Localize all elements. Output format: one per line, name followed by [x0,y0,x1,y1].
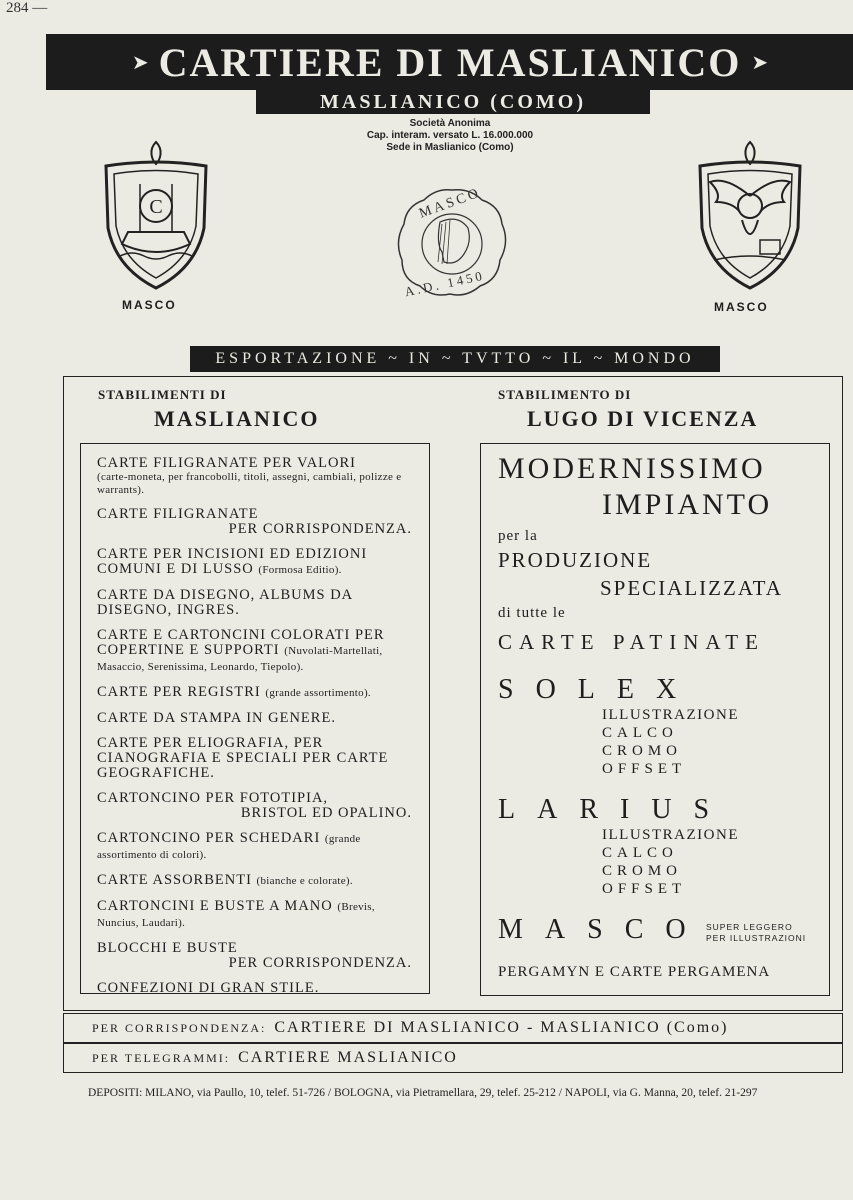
list-item [97,507,412,537]
masco-brand: MASCO [498,914,708,945]
product-name: CARTE PER INCISIONI ED EDIZIONI COMUNI E DI LUSSO [97,546,368,577]
company-location: MASLIANICO (COMO) [256,90,650,114]
masco-note-line: SUPER LEGGERO [706,922,793,932]
list-item [97,685,412,701]
ornament-right-icon: ➤ [751,51,769,74]
product-name: CARTE PER REGISTRI [97,684,261,700]
info-line: Società Anonima [409,118,491,129]
info-line: Cap. interam. versato L. 16.000.000 [366,130,534,141]
correspondence-value: CARTIERE DI MASLIANICO - MASLIANICO (Como) [274,1019,729,1036]
product-name: CARTONCINO PER FOTOTIPIA, [97,790,329,806]
product-note: (grande assortimento). [265,687,371,699]
correspondence-label: PER CORRISPONDENZA: [92,1020,267,1035]
product-name-cont: BRISTOL ED OPALINO. [240,805,412,821]
right-heading-small: STABILIMENTO DI [498,387,632,402]
product-name: CARTONCINI E BUSTE A MANO [97,898,333,914]
list-item [97,941,412,971]
eagle-shield-logo-icon [686,136,814,296]
modernissimo-text: MODERNISSIMO [498,452,766,485]
larius-brand: LARIUS [498,794,732,825]
product-note: (Brevis, Nuncius, Laudari). [97,901,375,929]
produzione-text: PRODUZIONE [498,548,653,572]
list-item [97,547,412,578]
telegram-line [63,1043,843,1073]
feature-item: ILLUSTRAZIONE [602,707,739,723]
impianto-text: IMPIANTO [602,488,773,521]
product-note: (bianche e colorate). [256,875,353,887]
info-line: Sede in Maslianico (Como) [386,142,514,153]
pergamyn-text: PERGAMYN E CARTE PERGAMENA [498,964,771,980]
carte-patinate-text: CARTE PATINATE [498,630,765,654]
company-name: CARTIERE DI MASLIANICO [158,39,742,85]
product-name: CARTE DA STAMPA IN GENERE. [97,710,336,726]
left-logo-caption: MASCO [122,298,177,312]
left-heading-big: MASLIANICO [154,406,320,431]
product-note: (carte-moneta, per francobolli, titoli, assegni, cambiali, polizze e warrants). [97,471,402,496]
list-item [97,791,412,821]
product-name: CARTE FILIGRANATE [97,506,259,522]
solex-brand: SOLEX [498,674,699,705]
telegram-label: PER TELEGRAMMI: [92,1050,231,1065]
product-name: CARTONCINO PER SCHEDARI [97,830,321,846]
product-name: CONFEZIONI DI GRAN STILE. [97,980,320,996]
export-banner: ESPORTAZIONE ~ IN ~ TVTTO ~ IL ~ MONDO [190,346,720,372]
product-note: (Formosa Editio). [258,564,342,576]
telegram-value: CARTIERE MASLIANICO [238,1049,458,1066]
masco-note-line: PER ILLUSTRAZIONI [706,933,807,943]
feature-item: CALCO [602,845,678,861]
right-heading-big: LUGO DI VICENZA [527,406,759,431]
seal-bottom-text: A.D. 1450 [403,267,487,300]
list-item [97,873,412,889]
product-name-cont: PER CORRISPONDENZA. [228,955,412,971]
product-name: CARTE ASSORBENTI [97,872,252,888]
product-name: CARTE FILIGRANATE PER VALORI [97,455,357,471]
depositi-line: DEPOSITI: MILANO, via Paullo, 10, telef. 51-726 / BOLOGNA, via Pietramellara, 29, telef. 25-212 / NAPOLI, via G. Manna, 20, telef. 21-297 [88,1087,758,1099]
svg-text:C: C [149,196,163,218]
ornament-left-icon: ➤ [131,51,149,74]
per-la-text: per la [498,528,538,544]
di-tutte-le-text: di tutte le [498,605,566,621]
product-name-cont: PER CORRISPONDENZA. [228,521,412,537]
list-item [97,711,412,726]
right-logo-caption: MASCO [714,300,769,314]
feature-item: ILLUSTRAZIONE [602,827,739,843]
list-item [97,899,412,931]
list-item [97,981,412,996]
feature-item: CALCO [602,725,678,741]
list-item [97,456,412,497]
feature-item: OFFSET [602,761,687,777]
product-note: (Nuvolati-Martellati, Masaccio, Serenissima, Leonardo, Tiepolo). [97,645,383,673]
product-list [97,456,412,1006]
list-item [97,831,412,863]
company-banner [46,34,853,90]
list-item [97,628,412,675]
ship-shield-logo-icon [92,136,220,296]
correspondence-line [63,1013,843,1043]
feature-item: CROMO [602,743,683,759]
solex-features [602,706,739,778]
left-heading-small: STABILIMENTI DI [98,387,227,402]
larius-features [602,826,739,898]
product-name: CARTE PER ELIOGRAFIA, PER CIANOGRAFIA E SPECIALI PER CARTE GEOGRAFICHE. [97,735,389,781]
company-info [300,118,600,154]
product-name: CARTE E CARTONCINI COLORATI PER COPERTINE E SUPPORTI [97,627,385,658]
product-note: (grande assortimento di colori). [97,833,361,861]
seal-top-text: MASCO [417,185,484,222]
specializzata-text: SPECIALIZZATA [600,576,783,600]
list-item [97,588,412,618]
product-name: BLOCCHI E BUSTE [97,940,238,956]
masco-note [706,922,806,944]
page-number: 284 — [6,0,48,16]
product-name: CARTE DA DISEGNO, ALBUMS DA DISEGNO, INGRES. [97,587,353,618]
list-item [97,736,412,781]
feature-item: OFFSET [602,881,687,897]
feature-item: CROMO [602,863,683,879]
